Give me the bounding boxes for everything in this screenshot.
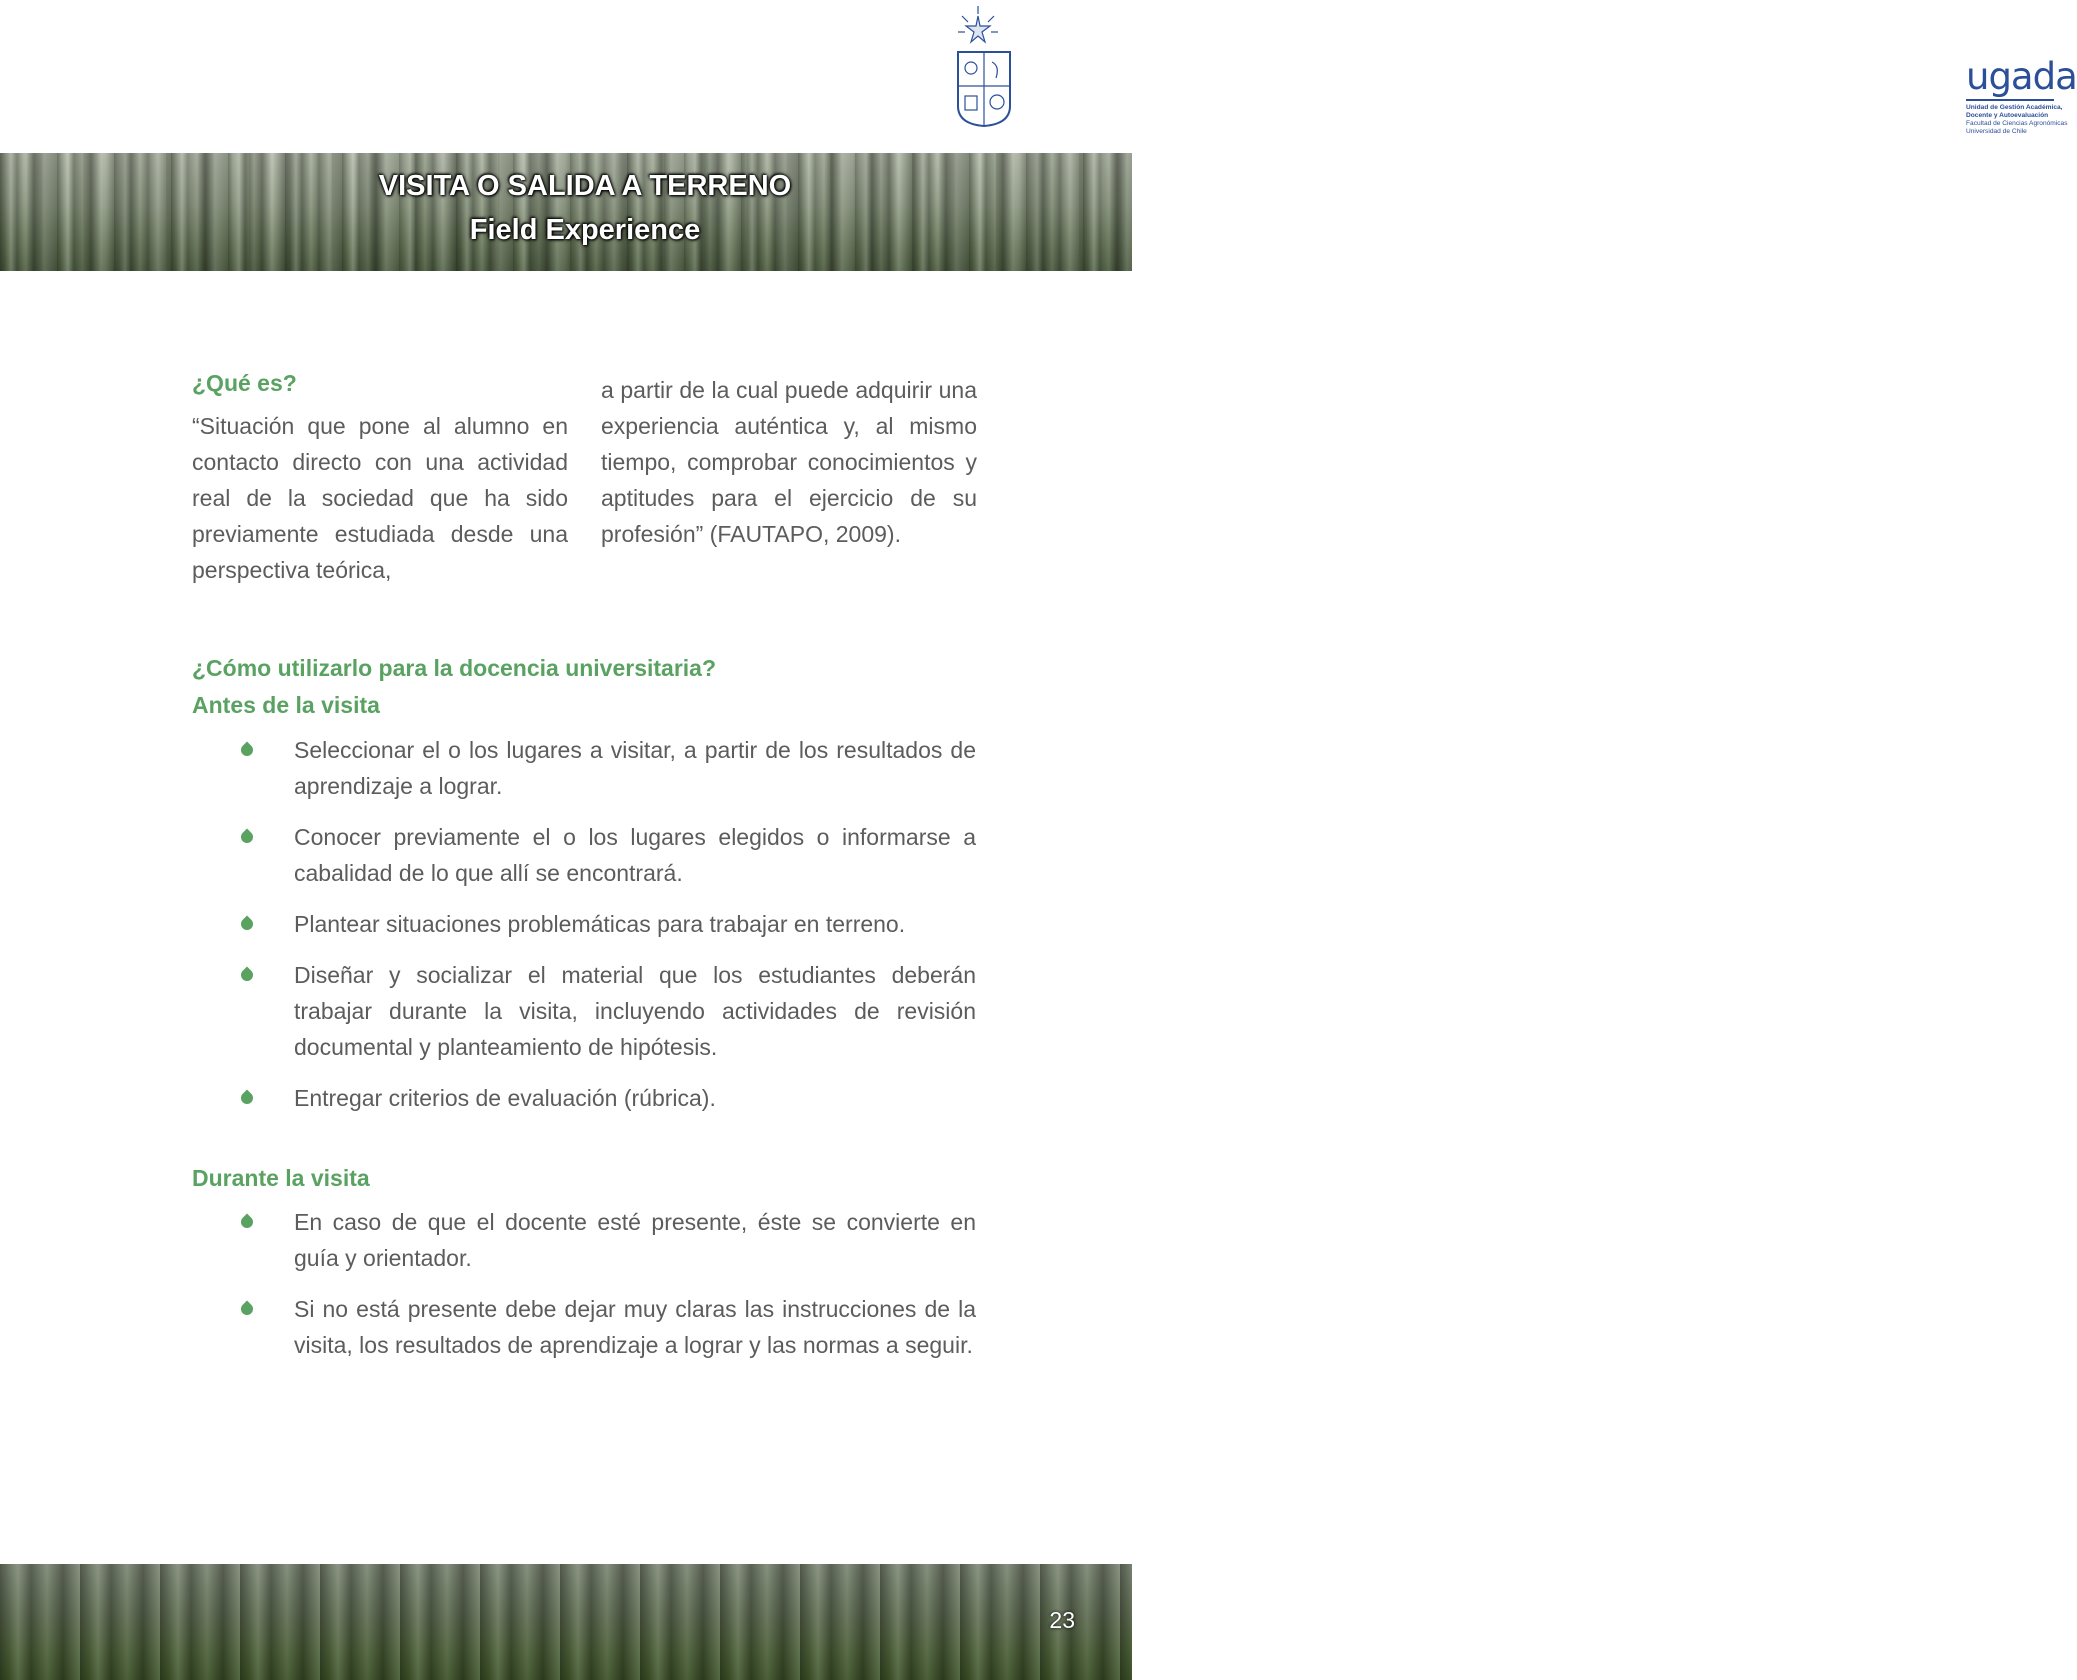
drop-bullet-icon [239,1301,256,1318]
drop-bullet-icon [239,829,256,846]
definition-column-1: “Situación que pone al alumno en contacto directo con una actividad real de la sociedad que ha sido previamente estudiada desde una perspectiva teórica, [192,413,568,583]
drop-bullet-icon [239,1214,256,1231]
list-item-text: Plantear situaciones problemáticas para trabajar en terreno. [294,911,906,937]
logo-line: Unidad de Gestión Académica, [1966,104,2063,111]
logo-wordmark: ugada [1966,55,2077,98]
drop-bullet-icon [239,742,256,759]
list-item [236,906,976,942]
logo-line: Universidad de Chile [1966,128,2027,135]
section-heading-how: ¿Cómo utilizarlo para la docencia universitaria? [192,655,717,681]
list-item [236,957,976,1065]
drop-bullet-icon [239,967,256,984]
banner-title: VISITA O SALIDA A TERRENO [378,170,792,202]
logo-line: Docente y Autoevaluación [1966,112,2049,119]
subheading-during: Durante la visita [192,1165,370,1191]
forest-footer [0,1564,1132,1680]
list-item-text: Diseñar y socializar el material que los estudiantes deberán trabajar durante la visita, incluyendo actividades de revisión documental y planteamiento de hipótesis. [294,962,976,1060]
page-number: 23 [1049,1607,1075,1633]
ugada-logo [952,6,2077,135]
list-item-text: Seleccionar el o los lugares a visitar, a partir de los resultados de aprendizaje a lograr. [294,737,976,799]
section-heading-what: ¿Qué es? [192,370,297,396]
list-item-text: Conocer previamente el o los lugares elegidos o informarse a cabalidad de lo que allí se encontrará. [294,824,976,886]
list-item [236,819,976,891]
subheading-before: Antes de la visita [192,692,380,718]
list-item-text: En caso de que el docente esté presente, éste se convierte en guía y orientador. [294,1209,976,1271]
drop-bullet-icon [239,916,256,933]
definition-column-2: a partir de la cual puede adquirir una experiencia auténtica y, al mismo tiempo, comprobar conocimientos y aptitudes para el ejercicio de su profesión” (FAUTAPO, 2009). [601,377,977,547]
during-visit-list [236,1204,976,1363]
list-item [236,1291,976,1363]
before-visit-list [236,732,976,1116]
list-item [236,1080,976,1116]
banner-subtitle: Field Experience [469,214,701,246]
drop-bullet-icon [239,1090,256,1107]
list-item-text: Entregar criterios de evaluación (rúbrica). [294,1085,716,1111]
list-item-text: Si no está presente debe dejar muy claras las instrucciones de la visita, los resultados de aprendizaje a lograr y las normas a seguir. [294,1296,976,1358]
logo-line: Facultad de Ciencias Agronómicas [1966,120,2068,127]
forest-banner [0,153,1132,271]
list-item [236,1204,976,1276]
university-crest-icon [952,6,1022,131]
list-item [236,732,976,804]
